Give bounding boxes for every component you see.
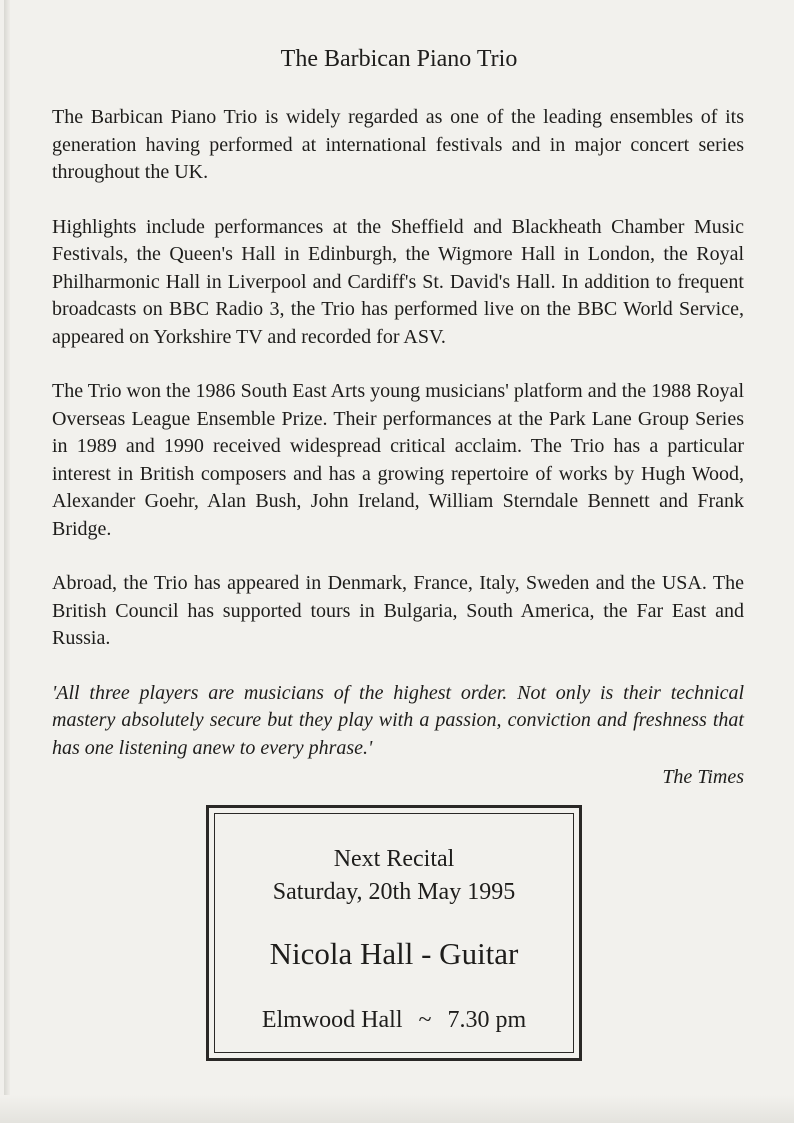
recital-time: 7.30 pm [447, 1007, 527, 1033]
next-recital-label: Next Recital [333, 846, 455, 872]
programme-page [4, 0, 794, 1123]
next-recital-box [206, 805, 582, 1061]
page-title: The Barbican Piano Trio [280, 46, 518, 72]
recital-date: Saturday, 20th May 1995 [272, 879, 516, 905]
biography-text [52, 104, 744, 792]
next-recital-inner-frame [214, 813, 574, 1053]
quote-source: The Times [662, 766, 744, 788]
biography-paragraph-1: The Barbican Piano Trio is widely regarded as one of the leading ensembles of its generation having performed at international festivals and in major concert series throughout the UK. [52, 106, 744, 183]
recital-venue: Elmwood Hall [261, 1007, 403, 1033]
page-shadow-edge [4, 0, 10, 1123]
page-bottom-edge [0, 1095, 794, 1123]
venue-time-separator: ~ [418, 1007, 432, 1033]
press-quote: 'All three players are musicians of the highest order. Not only is their technical mastery absolutely secure but they play with a passion, conviction and freshness that has one listening anew to every phrase.' [52, 681, 744, 759]
biography-paragraph-3: The Trio won the 1986 South East Arts young musicians' platform and the 1988 Royal Overseas League Ensemble Prize. Their performances at the Park Lane Group Series in 1989 and 1990 received widespread critical acclaim. The Trio has a particular interest in British composers and has a growing repertoire of works by Hugh Wood, Alexander Goehr, Alan Bush, John Ireland, William Sterndale Bennett and Frank Bridge. [52, 380, 744, 540]
biography-paragraph-4: Abroad, the Trio has appeared in Denmark, France, Italy, Sweden and the USA. The British Council has supported tours in Bulgaria, South America, the Far East and Russia. [52, 572, 744, 649]
recital-performer: Nicola Hall - Guitar [269, 936, 519, 971]
biography-paragraph-2: Highlights include performances at the Sheffield and Blackheath Chamber Music Festivals, the Queen's Hall in Edinburgh, the Wigmore Hall in London, the Royal Philharmonic Hall in Liverpool and Cardiff's St. David's Hall. In addition to frequent broadcasts on BBC Radio 3, the Trio has performed live on the BBC World Service, appeared on Yorkshire TV and recorded for ASV. [52, 215, 744, 348]
venue-time-row [215, 1007, 573, 1034]
